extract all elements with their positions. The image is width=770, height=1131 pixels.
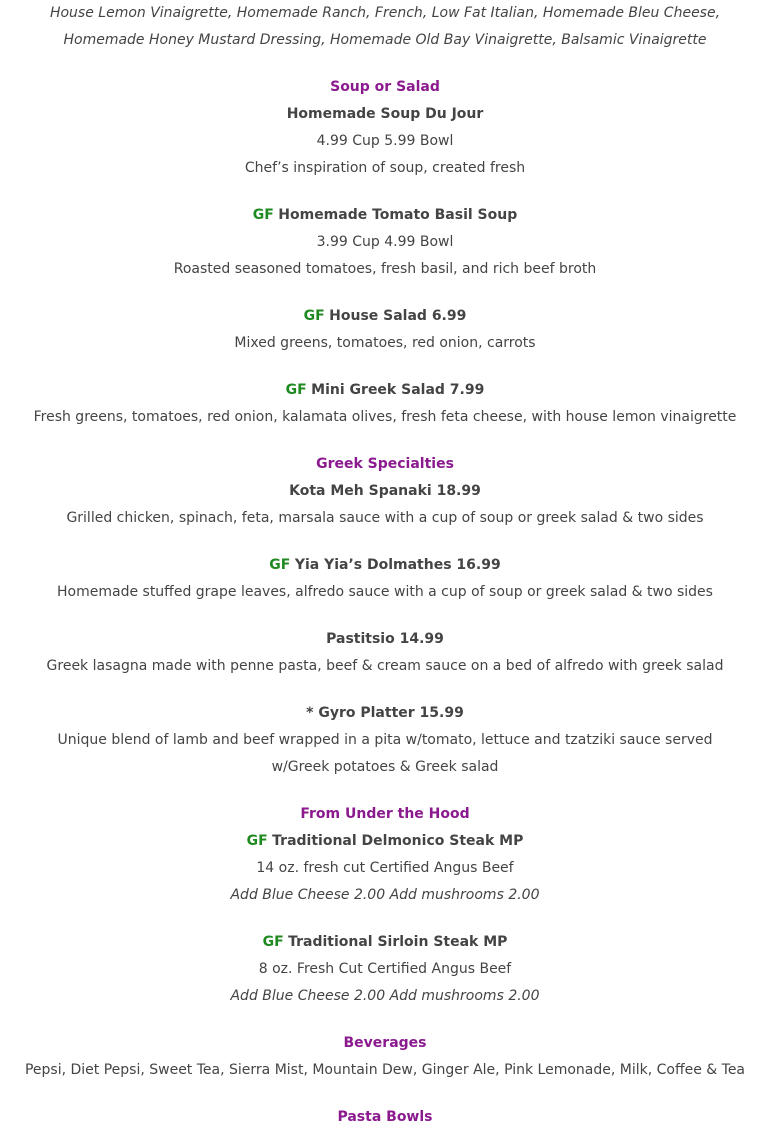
item-desc-soup-du-jour: Chef’s inspiration of soup, created fresh (244, 160, 526, 176)
item-name-dolmathes: Yia Yia’s Dolmathes 16.99 (294, 557, 501, 573)
section-heading-under-the-hood: From Under the Hood (300, 806, 470, 822)
gluten-free-badge: GF (269, 557, 291, 573)
item-desc-pastitsio: Greek lasagna made with penne pasta, beef & cream sauce on a bed of alfredo with greek salad (46, 658, 724, 674)
item-title-tomato-basil-soup (0, 202, 770, 229)
section-heading-beverages: Beverages (343, 1035, 427, 1051)
item-desc-delmonico-steak: 14 oz. fresh cut Certified Angus Beef (256, 860, 514, 876)
gluten-free-badge: GF (303, 308, 325, 324)
item-desc-sirloin-steak: 8 oz. Fresh Cut Certified Angus Beef (258, 961, 512, 977)
item-desc-gyro-platter: Unique blend of lamb and beef wrapped in a pita w/tomato, lettuce and tzatziki sauce served w/Greek potatoes & Greek salad (57, 732, 713, 775)
item-addon-sirloin-steak: Add Blue Cheese 2.00 Add mushrooms 2.00 (230, 988, 540, 1004)
item-title-mini-greek-salad (0, 377, 770, 404)
item-title-delmonico-steak (0, 828, 770, 855)
gluten-free-badge: GF (285, 382, 307, 398)
section-heading-soup-salad: Soup or Salad (330, 79, 440, 95)
item-desc-dolmathes: Homemade stuffed grape leaves, alfredo sauce with a cup of soup or greek salad & two sides (57, 584, 713, 600)
dressings-line-2: Homemade Honey Mustard Dressing, Homemade Old Bay Vinaigrette, Balsamic Vinaigrette (63, 32, 707, 48)
item-desc-kota-meh-spanaki: Grilled chicken, spinach, feta, marsala sauce with a cup of soup or greek salad & two sides (66, 510, 704, 526)
item-title-house-salad (0, 303, 770, 330)
item-price-soup-du-jour: 4.99 Cup 5.99 Bowl (316, 133, 454, 149)
beverage-list: Pepsi, Diet Pepsi, Sweet Tea, Sierra Mist, Mountain Dew, Ginger Ale, Pink Lemonade, Milk, Coffee & Tea (24, 1062, 746, 1078)
item-name-pastitsio: Pastitsio 14.99 (326, 631, 444, 647)
section-heading-pasta-bowls: Pasta Bowls (337, 1109, 433, 1125)
item-name-kota-meh-spanaki: Kota Meh Spanaki 18.99 (289, 483, 481, 499)
section-heading-greek-specialties: Greek Specialties (316, 456, 454, 472)
item-name-gyro-platter: * Gyro Platter 15.99 (306, 705, 464, 721)
dressings-line-1: House Lemon Vinaigrette, Homemade Ranch, French, Low Fat Italian, Homemade Bleu Cheese, (49, 5, 721, 21)
gluten-free-badge: GF (262, 934, 284, 950)
gluten-free-badge: GF (246, 833, 268, 849)
item-title-dolmathes (0, 552, 770, 579)
item-desc-mini-greek-salad: Fresh greens, tomatoes, red onion, kalamata olives, fresh feta cheese, with house lemon vinaigrette (33, 409, 737, 425)
item-title-sirloin-steak (0, 929, 770, 956)
item-name-tomato-basil-soup: Homemade Tomato Basil Soup (278, 207, 518, 223)
item-name-mini-greek-salad: Mini Greek Salad 7.99 (311, 382, 485, 398)
gluten-free-badge: GF (252, 207, 274, 223)
item-price-tomato-basil-soup: 3.99 Cup 4.99 Bowl (316, 234, 454, 250)
item-name-soup-du-jour: Homemade Soup Du Jour (286, 106, 484, 122)
item-name-sirloin-steak: Traditional Sirloin Steak MP (288, 934, 508, 950)
item-name-delmonico-steak: Traditional Delmonico Steak MP (272, 833, 524, 849)
item-name-house-salad: House Salad 6.99 (329, 308, 467, 324)
item-addon-delmonico-steak: Add Blue Cheese 2.00 Add mushrooms 2.00 (230, 887, 540, 903)
item-desc-tomato-basil-soup: Roasted seasoned tomatoes, fresh basil, and rich beef broth (173, 261, 597, 277)
item-desc-house-salad: Mixed greens, tomatoes, red onion, carrots (234, 335, 536, 351)
